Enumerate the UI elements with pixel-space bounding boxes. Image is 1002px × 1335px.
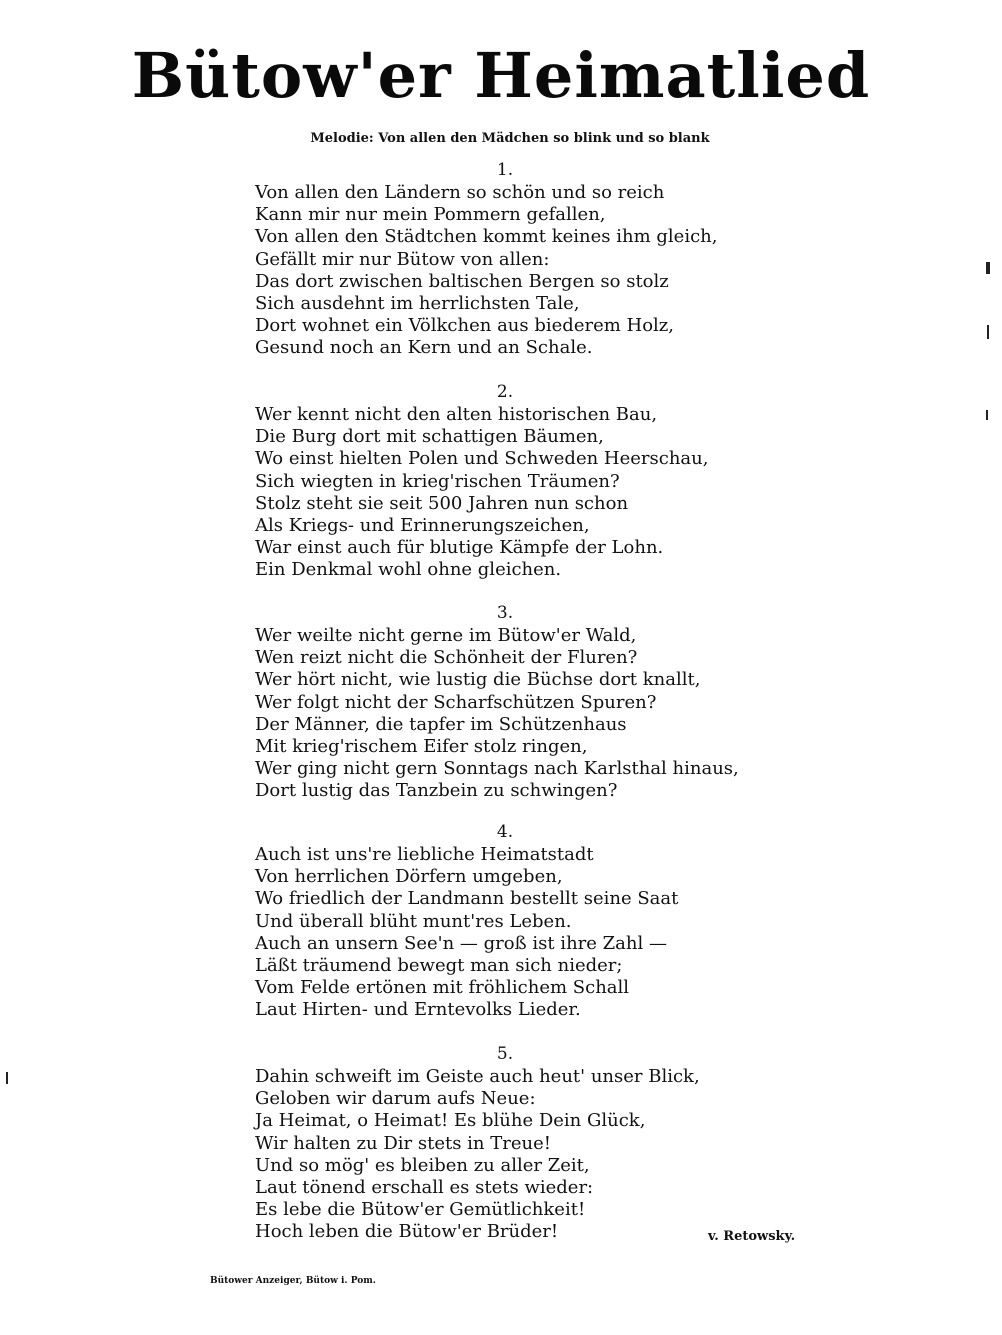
scan-speck <box>986 262 990 274</box>
scan-speck <box>6 1072 8 1084</box>
verse-2 <box>255 380 815 582</box>
verse-5 <box>255 1042 815 1244</box>
verse-line: Wer ging nicht gern Sonntags nach Karlsthal hinaus, <box>255 758 739 780</box>
verse-line: Wen reizt nicht die Schönheit der Fluren? <box>255 647 638 669</box>
verse-number: 3. <box>496 603 514 623</box>
verse-line: Gesund noch an Kern und an Schale. <box>255 337 593 359</box>
author-signature: v. Retowsky. <box>708 1229 796 1244</box>
verse-line: Das dort zwischen baltischen Bergen so stolz <box>255 270 669 292</box>
verse-line: Wo friedlich der Landmann bestellt seine Saat <box>255 888 679 910</box>
verse-line: Von allen den Städtchen kommt keines ihm gleich, <box>255 226 718 248</box>
verse-line: Laut tönend erschall es stets wieder: <box>255 1176 594 1198</box>
verse-line: Dort wohnet ein Völkchen aus biederem Holz, <box>255 315 675 337</box>
verse-line: Kann mir nur mein Pommern gefallen, <box>255 204 606 226</box>
verse-line: Dahin schweift im Geiste auch heut' unser Blick, <box>255 1066 700 1087</box>
scan-speck <box>986 410 988 420</box>
verse-line: Dort lustig das Tanzbein zu schwingen? <box>255 780 618 802</box>
melody-note: Melodie: Von allen den Mädchen so blink und so blank <box>310 131 710 146</box>
verse-line: Es lebe die Bütow'er Gemütlichkeit! <box>255 1199 586 1221</box>
verse-line: Sich ausdehnt im herrlichsten Tale, <box>255 292 580 314</box>
verse-line: Geloben wir darum aufs Neue: <box>255 1088 536 1110</box>
verse-line: Die Burg dort mit schattigen Bäumen, <box>255 426 604 448</box>
verse-line: Läßt träumend bewegt man sich nieder; <box>255 954 623 976</box>
printer-imprint: Bütower Anzeiger, Bütow i. Pom. <box>210 1276 376 1286</box>
verse-line: Laut Hirten- und Erntevolks Lieder. <box>255 999 581 1021</box>
verse-line: Und überall blüht munt'res Leben. <box>255 910 572 932</box>
verse-line: Hoch leben die Bütow'er Brüder! <box>255 1221 559 1243</box>
verse-line: Sich wiegten in krieg'rischen Träumen? <box>255 470 620 492</box>
verse-number: 1. <box>496 160 514 180</box>
verse-number: 5. <box>496 1044 514 1064</box>
verse-line: Ja Heimat, o Heimat! Es blühe Dein Glück, <box>255 1110 646 1132</box>
verse-line: Wer weilte nicht gerne im Bütow'er Wald, <box>255 625 637 646</box>
verse-line: Als Kriegs- und Erinnerungszeichen, <box>255 514 590 536</box>
verse-line: Mit krieg'rischem Eifer stolz ringen, <box>255 735 588 757</box>
verse-line: Gefällt mir nur Bütow von allen: <box>255 248 550 270</box>
verse-number: 2. <box>496 382 514 402</box>
verse-line: Von herrlichen Dörfern umgeben, <box>255 866 563 888</box>
song-title: Bütow'er Heimatlied <box>131 39 871 112</box>
verse-3 <box>255 601 815 803</box>
verse-line: Wer folgt nicht der Scharfschützen Spuren? <box>255 691 657 713</box>
verse-line: Stolz steht sie seit 500 Jahren nun schon <box>255 492 629 514</box>
verse-line: Auch ist uns're liebliche Heimatstadt <box>255 844 594 865</box>
verse-line: Vom Felde ertönen mit fröhlichem Schall <box>255 977 630 999</box>
verse-line: Auch an unsern See'n — groß ist ihre Zahl — <box>255 932 667 954</box>
verse-4 <box>255 820 815 1022</box>
verse-line: Ein Denkmal wohl ohne gleichen. <box>255 559 562 581</box>
scan-speck <box>987 325 989 339</box>
verse-number: 4. <box>496 822 514 842</box>
verse-line: Und so mög' es bleiben zu aller Zeit, <box>255 1154 590 1176</box>
verse-line: Wo einst hielten Polen und Schweden Heerschau, <box>255 448 709 470</box>
verse-1 <box>255 158 815 360</box>
verse-line: Der Männer, die tapfer im Schützenhaus <box>255 713 627 735</box>
verse-line: Wer hört nicht, wie lustig die Büchse dort knallt, <box>255 669 701 691</box>
verse-line: Wer kennt nicht den alten historischen Bau, <box>255 404 658 425</box>
verse-line: Wir halten zu Dir stets in Treue! <box>255 1132 551 1154</box>
verse-line: War einst auch für blutige Kämpfe der Lohn. <box>255 537 664 559</box>
verse-line: Von allen den Ländern so schön und so reich <box>255 182 665 203</box>
